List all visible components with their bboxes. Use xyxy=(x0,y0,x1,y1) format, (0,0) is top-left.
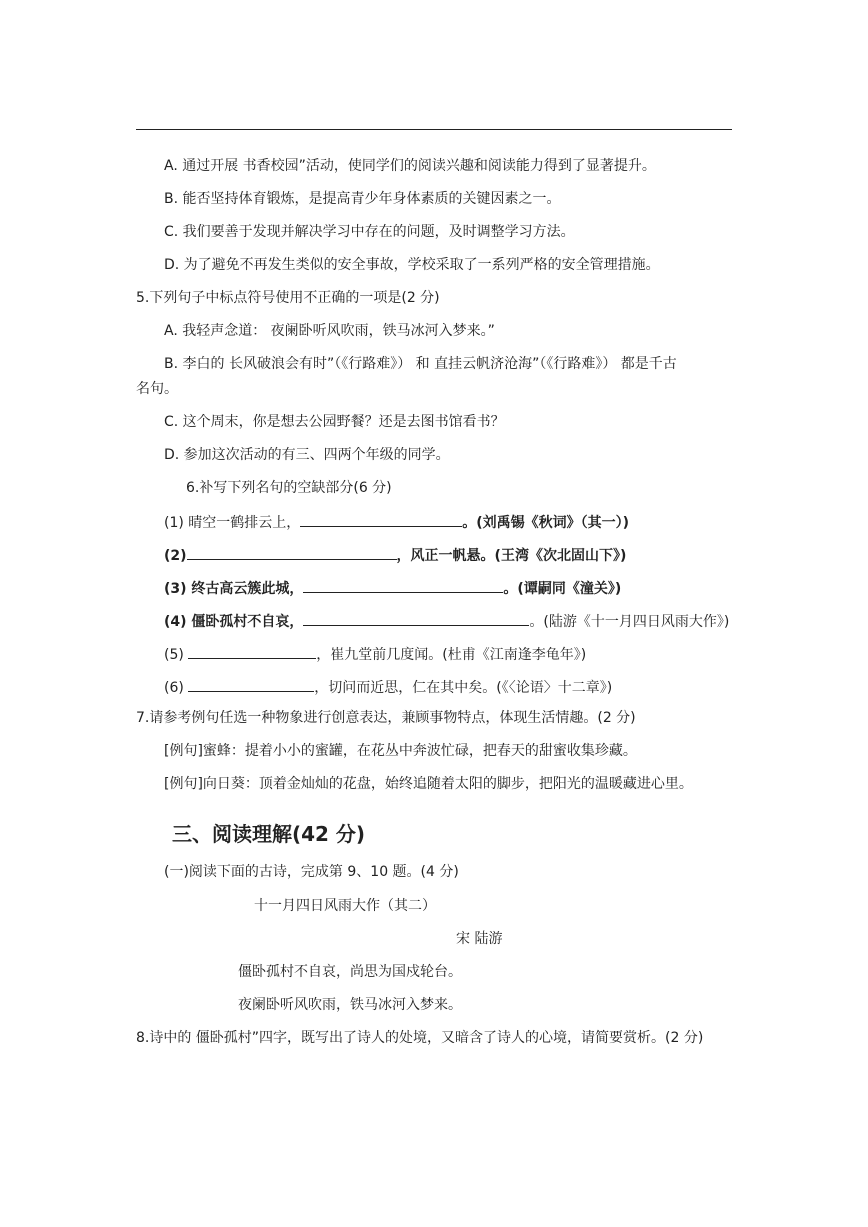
section-part-1: (一)阅读下面的古诗，完成第 9、10 题。(4 分) xyxy=(164,864,459,880)
answer-blank[interactable] xyxy=(188,676,314,692)
answer-blank[interactable] xyxy=(187,544,397,560)
answer-blank[interactable] xyxy=(303,577,503,593)
answer-blank[interactable] xyxy=(188,643,316,659)
q7-stem: 7.请参考例句任选一种物象进行创意表达，兼顾事物特点，体现生活情趣。(2 分) xyxy=(136,710,636,726)
q5-stem: 5.下列句子中标点符号使用不正确的一项是(2 分) xyxy=(136,290,440,306)
q6-stem: 6.补写下列名句的空缺部分(6 分) xyxy=(186,480,392,496)
q6-item-pre: (6) xyxy=(164,680,189,696)
q4-option-b: B. 能否坚持体育锻炼，是提高青少年身体素质的关键因素之一。 xyxy=(164,191,561,207)
q7-example-1: [例句]蜜蜂：提着小小的蜜罐，在花丛中奔波忙碌，把春天的甜蜜收集珍藏。 xyxy=(164,743,637,759)
q6-item-pre: (2) xyxy=(164,548,187,564)
q6-item-pre: (1) 晴空一鹤排云上， xyxy=(164,515,301,531)
answer-blank[interactable] xyxy=(300,511,462,527)
poem-title: 十一月四日风雨大作（其二） xyxy=(254,898,436,914)
q6-item-post: 。(谭嗣同《潼关》) xyxy=(503,581,622,597)
q4-option-d: D. 为了避免不再发生类似的安全事故，学校采取了一系列严格的安全管理措施。 xyxy=(164,257,660,273)
q8-stem: 8.诗中的 僵卧孤村”四字，既写出了诗人的处境，又暗含了诗人的心境，请简要赏析。(2 分) xyxy=(136,1030,704,1046)
q6-item-pre: (3) 终古高云簇此城， xyxy=(164,581,304,597)
poem-author: 宋 陆游 xyxy=(456,931,503,947)
q6-item-post: 。(刘禹锡《秋词》（其一）) xyxy=(462,515,630,531)
q5-option-a: A. 我轻声念道： 夜阑卧听风吹雨，铁马冰河入梦来。” xyxy=(164,323,495,339)
q6-item-2 xyxy=(164,544,626,566)
q6-item-6 xyxy=(164,676,612,698)
q6-item-3 xyxy=(164,577,621,599)
section-heading: 三、阅读理解(42 分) xyxy=(172,822,366,846)
q6-item-pre: (4) 僵卧孤村不自哀， xyxy=(164,614,304,630)
q5-option-b: B. 李白的 长风破浪会有时”（《行路难》） 和 直挂云帆济沧海”（《行路难》） 都是千古 xyxy=(164,356,677,372)
q4-option-a: A. 通过开展 书香校园”活动，使同学们的阅读兴趣和阅读能力得到了显著提升。 xyxy=(164,158,656,174)
q4-option-c: C. 我们要善于发现并解决学习中存在的问题，及时调整学习方法。 xyxy=(164,224,575,240)
q7-example-2: [例句]向日葵：顶着金灿灿的花盘，始终追随着太阳的脚步，把阳光的温暖藏进心里。 xyxy=(164,776,693,792)
q5-option-c: C. 这个周末，你是想去公园野餐？还是去图书馆看书？ xyxy=(164,414,505,430)
q6-item-pre: (5) xyxy=(164,647,189,663)
q5-option-d: D. 参加这次活动的有三、四两个年级的同学。 xyxy=(164,447,450,463)
q6-item-post: ，崔九堂前几度闻。(杜甫《江南逢李龟年》) xyxy=(316,647,587,663)
q6-item-post: ，风正一帆悬。(王湾《次北固山下》) xyxy=(396,548,627,564)
q6-item-1 xyxy=(164,511,629,533)
answer-blank[interactable] xyxy=(303,610,529,626)
header-rule xyxy=(136,129,732,130)
q6-item-5 xyxy=(164,643,586,665)
q6-item-4 xyxy=(164,610,729,632)
q5-option-b-cont: 名句。 xyxy=(136,381,178,397)
q6-item-post: 。(陆游《十一月四日风雨大作》) xyxy=(529,614,730,630)
q6-item-post: ，切问而近思，仁在其中矣。(《〈论语〉十二章》) xyxy=(314,680,613,696)
poem-line-2: 夜阑卧听风吹雨，铁马冰河入梦来。 xyxy=(238,997,462,1013)
poem-line-1: 僵卧孤村不自哀，尚思为国戍轮台。 xyxy=(238,964,462,980)
